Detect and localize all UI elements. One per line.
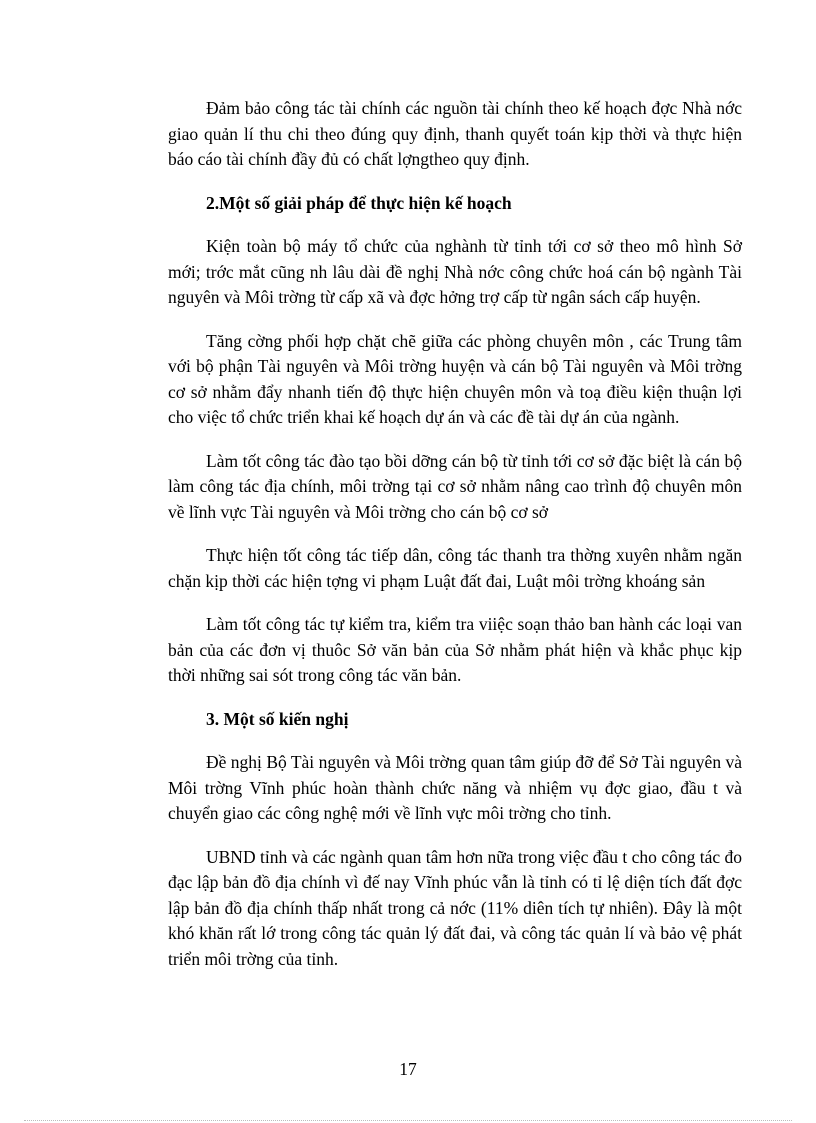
page-bottom-divider [24,1120,792,1121]
heading-solutions: 2.Một số giải pháp để thực hiện kế hoạch [206,192,512,213]
paragraph-ministry-request: Đề nghị Bộ Tài nguyên và Môi trờng quan tâm giúp đỡ để Sở Tài nguyên và Môi trờng Vĩnh phúc hoàn thành chức năng và nhiệm vụ đợc giao, đầu t và chuyển giao các công nghệ mới về lĩnh vực môi trờng cho tỉnh. [168,752,742,823]
paragraph-province-request: UBND tỉnh và các ngành quan tâm hơn nữa trong việc đầu t cho công tác đo đạc lập bản đồ địa chính vì đế nay Vĩnh phúc vẫn là tỉnh có tỉ lệ diện tích đất đợc lập bản đồ địa chính thấp nhất trong cả nớc (11% diên tích tự nhiên). Đây là một khó khăn rất lớ trong công tác quản lý đất đai, và công tác quản lí và bảo vệ phát triển môi trờng của tỉnh. [168,846,742,969]
paragraph-self-check: Làm tốt công tác tự kiểm tra, kiểm tra viiệc soạn thảo ban hành các loại van bản của các đơn vị thuôc Sở văn bản của Sở nhằm phát hiện và khắc phục kịp thời những sai sót trong công tác văn bản. [168,614,742,685]
paragraph-coordination: Tăng cờng phối hợp chặt chẽ giữa các phòng chuyên môn , các Trung tâm với bộ phận Tài nguyên và Môi trờng huyện và cán bộ Tài nguyên và Môi trờng cơ sở nhằm đẩy nhanh tiến độ thực hiện chuyên môn và toạ điều kiện thuận lợi cho việc tổ chức triển khai kế hoạch dự án và các đề tài dự án của ngành. [168,330,742,427]
paragraph-organization: Kiện toàn bộ máy tổ chức của nghành từ tỉnh tới cơ sở theo mô hình Sở mới; trớc mắt cũng nh lâu dài đề nghị Nhà nớc công chức hoá cán bộ ngành Tài nguyên và Môi trờng từ cấp xã và đợc hởng trợ cấp từ ngân sách cấp huyện. [168,236,742,307]
page-number: 17 [399,1059,417,1079]
page-body [168,96,742,990]
heading-recommendations: 3. Một số kiến nghị [206,708,349,729]
paragraph-training: Làm tốt công tác đào tạo bồi dỡng cán bộ từ tỉnh tới cơ sở đặc biệt là cán bộ làm công tác địa chính, môi trờng tại cơ sở nhằm nâng cao trình độ chuyên môn về lĩnh vực Tài nguyên và Môi trờng cho cán bộ cơ sở [168,450,742,522]
paragraph-finance: Đảm bảo công tác tài chính các nguồn tài chính theo kế hoạch đợc Nhà nớc giao quản lí thu chi theo đúng quy định, thanh quyết toán kịp thời và thực hiện báo cáo tài chính đầy đủ có chất lợngtheo quy định. [168,98,742,169]
paragraph-inspection: Thực hiện tốt công tác tiếp dân, công tác thanh tra thờng xuyên nhằm ngăn chặn kịp thời các hiện tợng vi phạm Luật đất đai, Luật môi trờng khoáng sản [168,545,742,591]
